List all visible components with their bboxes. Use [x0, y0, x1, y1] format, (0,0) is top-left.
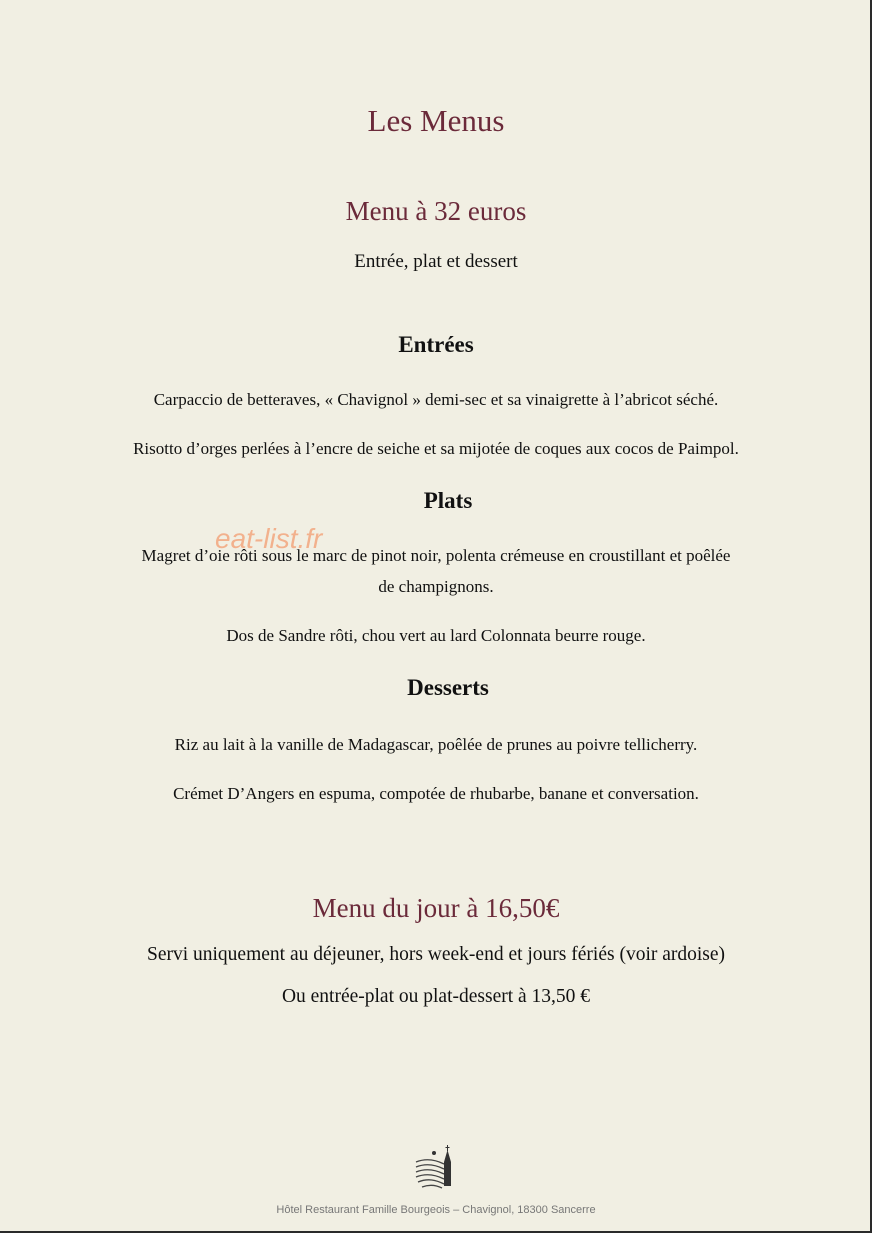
- footer-address: Hôtel Restaurant Famille Bourgeois – Chavignol, 18300 Sancerre: [276, 1204, 596, 1216]
- plat-dish-1-line-1: Magret d’oie rôti sous le marc de pinot noir, polenta crémeuse en croustillant et poêlée: [141, 546, 731, 565]
- dessert-dish-1: Riz au lait à la vanille de Madagascar, poêlée de prunes au poivre tellicherry.: [174, 735, 698, 754]
- entrees-heading: Entrées: [398, 332, 474, 357]
- dessert-dish-2: Crémet D’Angers en espuma, compotée de rhubarbe, banane et conversation.: [173, 784, 699, 803]
- desserts-heading: Desserts: [407, 675, 489, 700]
- menu-32-subheading: Entrée, plat et dessert: [354, 251, 518, 272]
- menu-du-jour-note-2: Ou entrée-plat ou plat-dessert à 13,50 €: [281, 986, 591, 1007]
- page-title: Les Menus: [367, 103, 505, 138]
- menu-32-heading: Menu à 32 euros: [345, 196, 527, 226]
- plat-dish-1-line-2: de champignons.: [378, 577, 494, 596]
- entree-dish-2: Risotto d’orges perlées à l’encre de seiche et sa mijotée de coques aux cocos de Paimpol.: [133, 439, 739, 458]
- watermark-text: eat-list.fr: [215, 523, 323, 554]
- menu-du-jour-heading: Menu du jour à 16,50€: [312, 893, 560, 923]
- church-vineyard-logo-icon: [414, 1144, 456, 1190]
- plats-heading: Plats: [423, 488, 473, 513]
- plat-dish-2: Dos de Sandre rôti, chou vert au lard Colonnata beurre rouge.: [226, 626, 646, 645]
- entree-dish-1: Carpaccio de betteraves, « Chavignol » demi-sec et sa vinaigrette à l’abricot séché.: [153, 390, 719, 409]
- menu-du-jour-note-1: Servi uniquement au déjeuner, hors week-end et jours fériés (voir ardoise): [146, 944, 726, 965]
